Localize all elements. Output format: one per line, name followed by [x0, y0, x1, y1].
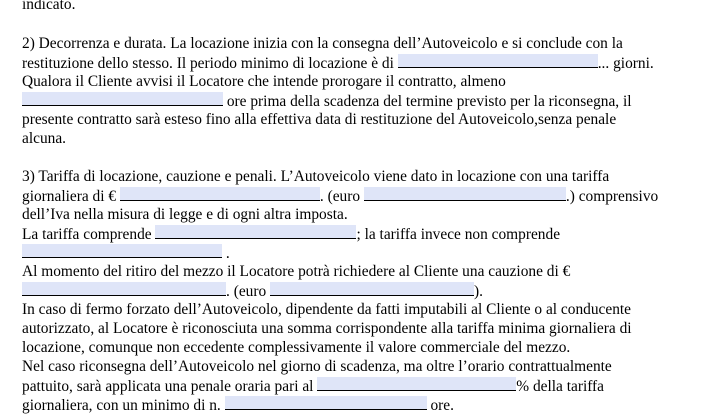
rate-excludes-field[interactable] — [22, 244, 222, 258]
daily-rate-field[interactable] — [120, 187, 320, 201]
section-3-line-10: locazione, comunque non eccedente complessivamente il valore commerciale del mezzo. — [22, 339, 571, 356]
section-3-line-6: Al momento del ritiro del mezzo il Locatore potrà richiedere al Cliente una cauzione di € — [22, 263, 571, 280]
section-3-line-13: giornaliera, con un minimo di n. ore. — [22, 397, 454, 414]
minimum-hours-field[interactable] — [225, 396, 427, 410]
section-3-line-12: pattuito, sarà applicata una penale oraria pari al % della tariffa — [22, 378, 605, 395]
section-2-heading-line: 2) Decorrenza e durata. La locazione inizia con la consegna dell’Autoveicolo e si conclude con la — [22, 35, 623, 52]
line-indicato: indicato. — [22, 0, 76, 13]
section-3-line-9: autorizzato, al Locatore è riconosciuta una somma corrispondente alla tariffa minima giornaliera di — [22, 320, 632, 337]
daily-rate-words-field[interactable] — [364, 187, 566, 201]
section-3-line-2: giornaliera di € . (euro .) comprensivo — [22, 188, 659, 205]
section-3-line-3: dell’Iva nella misura di legge e di ogni altra imposta. — [22, 206, 348, 223]
rate-includes-field[interactable] — [155, 225, 356, 239]
section-3-heading-line: 3) Tariffa di locazione, cauzione e penali. L’Autoveicolo viene dato in locazione con una tariffa — [22, 168, 610, 185]
hourly-penalty-percent-field[interactable] — [317, 377, 516, 391]
section-3-line-8: In caso di fermo forzato dell’Autoveicolo, dipendente da fatti imputabili al Cliente o al conducente — [22, 301, 632, 318]
section-2-line-4: ore prima della scadenza del termine previsto per la riconsegna, il — [22, 92, 632, 110]
minimum-days-field[interactable] — [398, 54, 598, 68]
deposit-amount-field[interactable] — [22, 282, 226, 296]
section-2-line-2: restituzione dello stesso. Il periodo minimo di locazione è di ... giorni. — [22, 55, 654, 72]
section-2-line-3: Qualora il Cliente avvisi il Locatore che intende prorogare il contratto, almeno — [22, 73, 506, 90]
section-3-line-5: . — [22, 244, 230, 262]
deposit-words-field[interactable] — [270, 282, 474, 296]
section-2-line-5: presente contratto sarà esteso fino alla effettiva data di restituzione del Autoveicolo,senza penale — [22, 111, 617, 128]
section-3-line-7: . (euro ). — [22, 282, 483, 300]
section-3-line-4: La tariffa comprende ; la tariffa invece non comprende — [22, 226, 561, 243]
notice-hours-field[interactable] — [22, 92, 223, 106]
section-3-line-11: Nel caso riconsegna dell’Autoveicolo nel giorno di scadenza, ma oltre l’orario contrattualmente — [22, 358, 612, 375]
section-2-line-6: alcuna. — [22, 130, 67, 147]
